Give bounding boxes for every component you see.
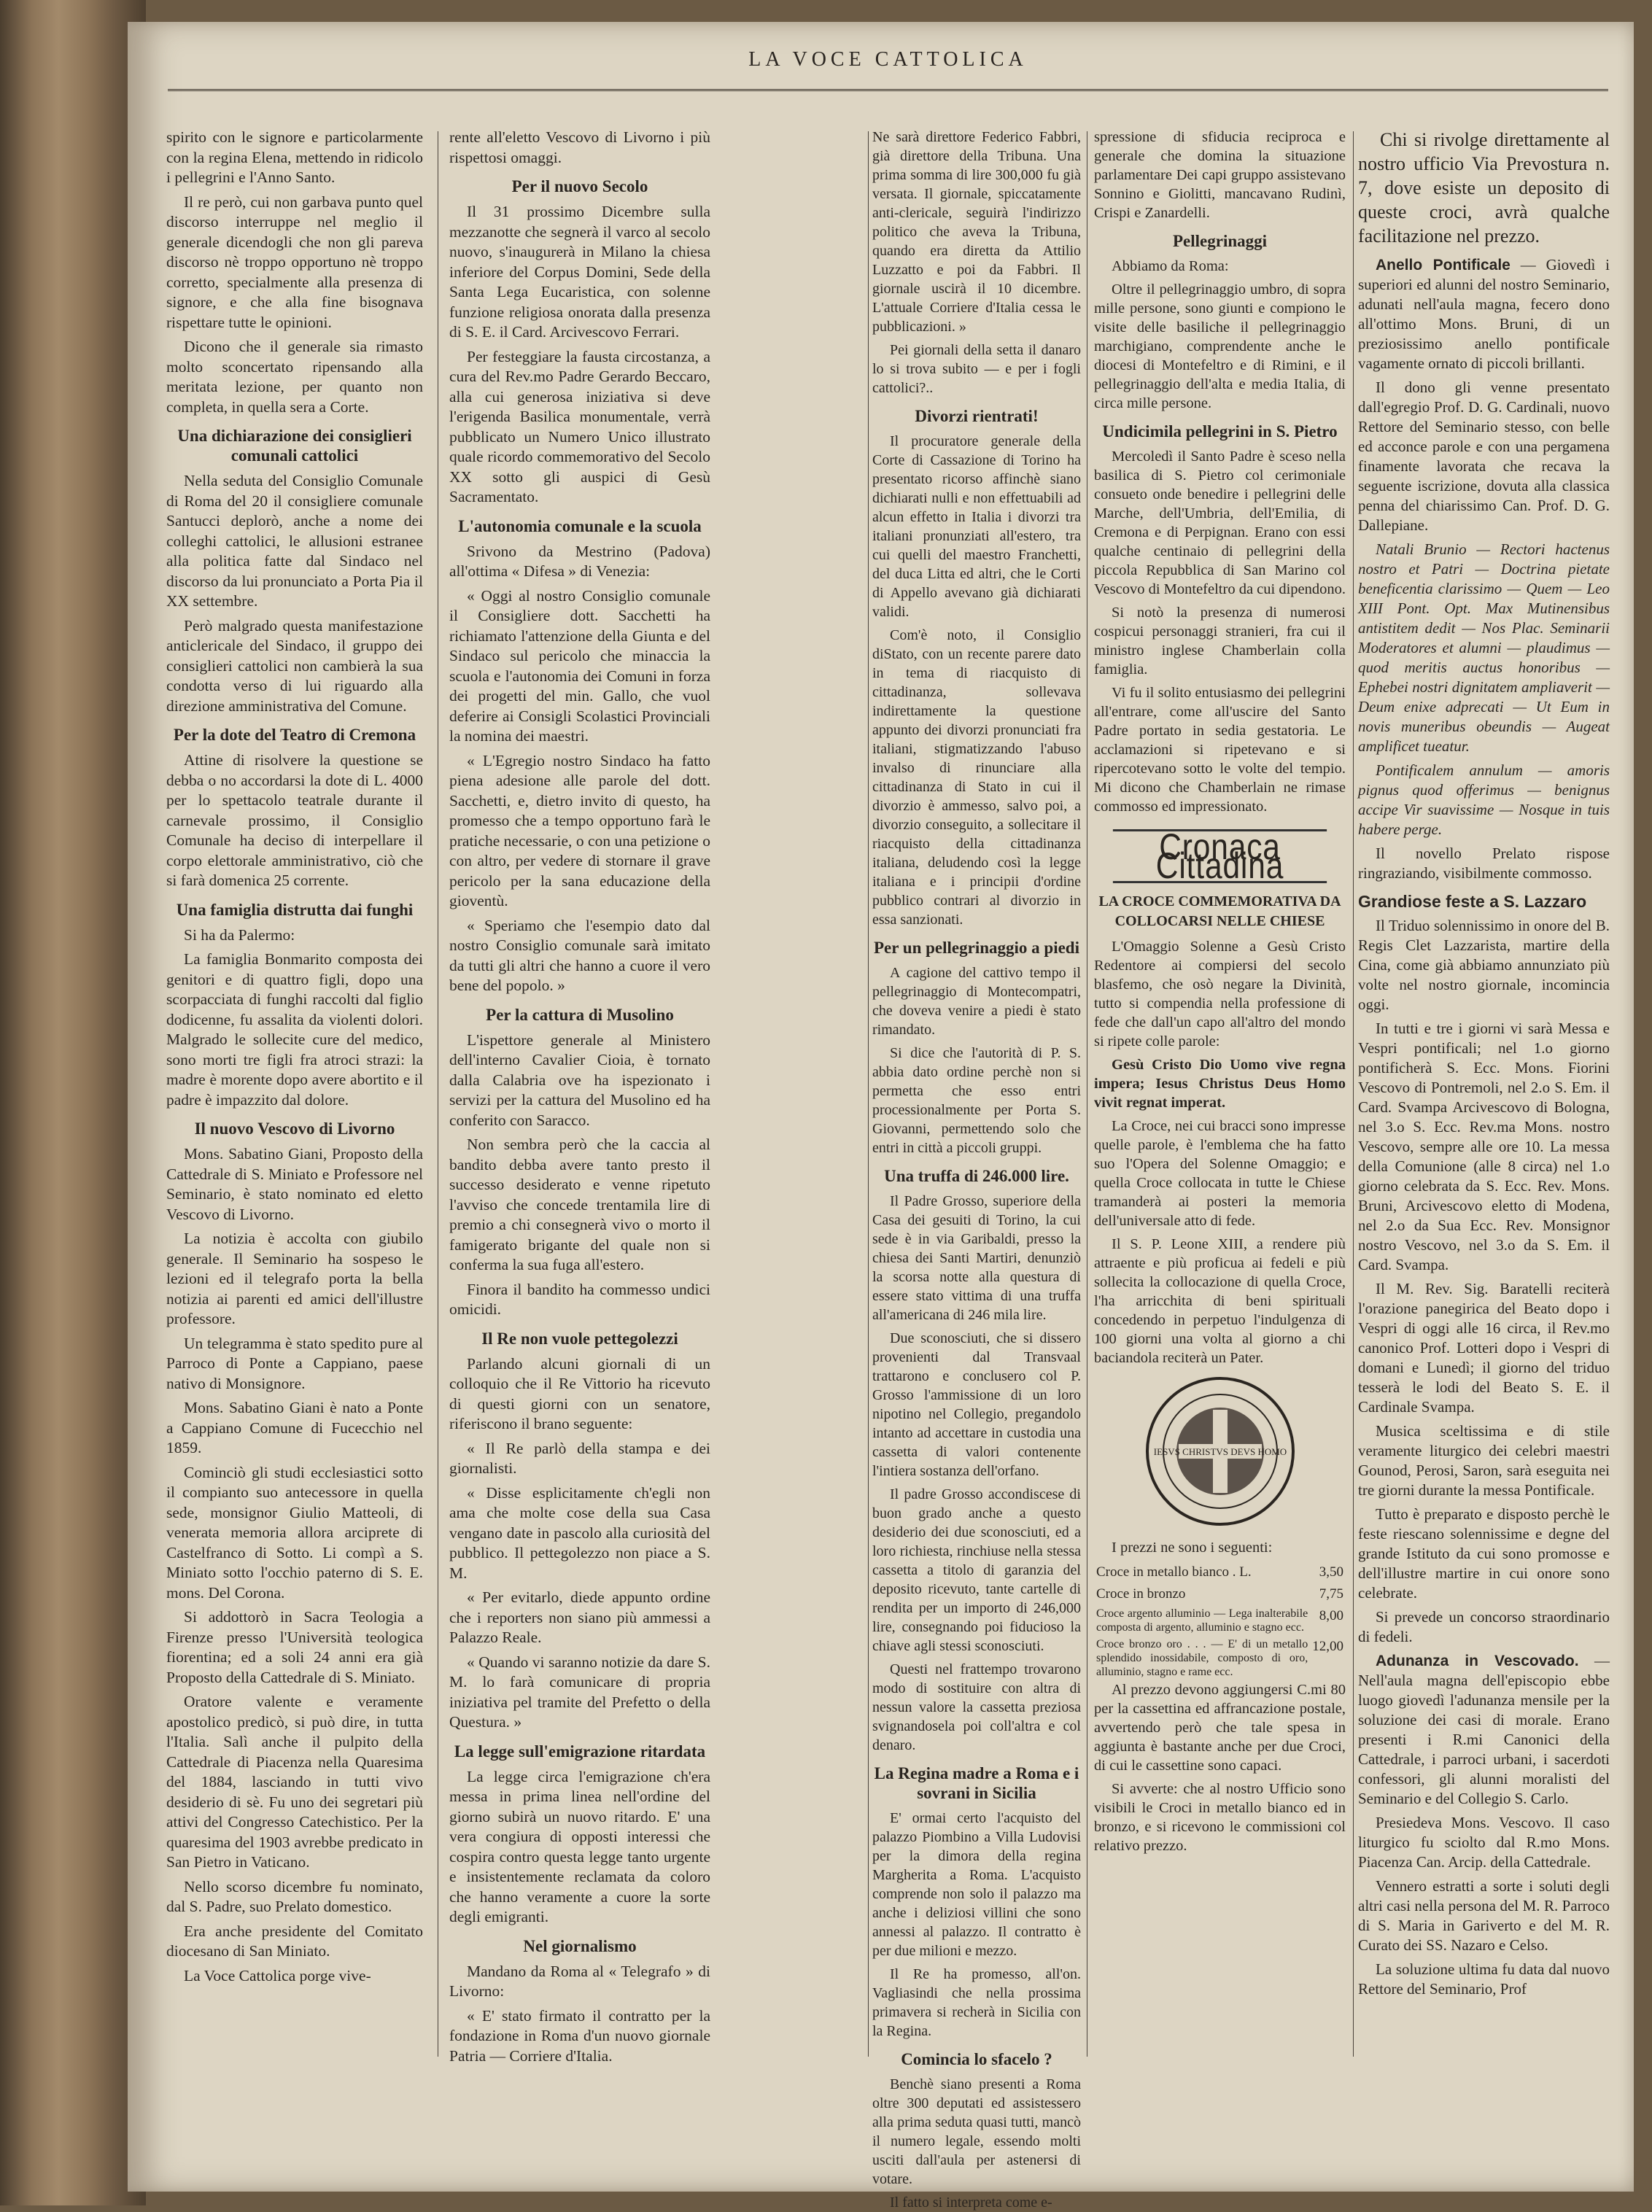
article-heading: Il Re non vuole pettegolezzi [481, 1329, 678, 1348]
article-paragraph: La famiglia Bonmarito composta dei genitori e di quattro figli, dopo una scorpacciata di funghi raccolti dal figlio dodicenne, fu assalita da violenti dolori. Malgrado le sollecite cure del medico, sono morti tre figli fra atroci strazi: la madre è morente dopo avere abortito e il padre è impazzito dal dolore. [166, 950, 423, 1109]
column-2 [449, 128, 710, 2065]
article-paragraph: Si ha da Palermo: [184, 925, 295, 944]
article-paragraph: « Per evitarlo, diede appunto ordine che i reporters non siano più ammessi a Palazzo Reale. [449, 1588, 710, 1646]
article-paragraph: Il Triduo solennissimo in onore del B. Regis Clet Lazzarista, martire della Cina, come già abbiamo annunziato più volte nel nostro giornale, incomincia oggi. [1358, 917, 1610, 1013]
seal-text: IESVS CHRISTVS DEVS HOMO [1153, 1446, 1287, 1457]
article-paragraph: « Oggi al nostro Consiglio comunale il Consigliere dott. Sacchetti ha richiamato l'attenzione della Giunta e del Sindaco sul pericolo che minaccia la scuola e l'autonomia dei Comuni in forza dei progetti del min. Gallo, che vuol deferire ai Consigli Scolastici Provinciali la nomina dei maestri. [449, 586, 710, 745]
article-paragraph: « Speriamo che l'esempio dato dal nostro Consiglio comunale sarà imitato da tutti gli altri che hanno a cuore il vero bene del popolo. » [449, 916, 710, 994]
article-heading: Adunanza in Vescovado. [1376, 1653, 1579, 1669]
article-heading: Una truffa di 246.000 lire. [884, 1167, 1069, 1185]
article-paragraph: Presiedeva Mons. Vescovo. Il caso liturgico fu sciolto dal R.mo Mons. Piacenza Can. Arcip. della Cattedrale. [1358, 1814, 1610, 1871]
article-paragraph: La soluzione ultima fu data dal nuovo Rettore del Seminario, Prof [1358, 1960, 1610, 1998]
article-paragraph: Mercoledì il Santo Padre è sceso nella basilica di S. Pietro col cerimoniale consueto onde benedire i pellegrini delle Marche, dell'Umbria, dell'Emilia, di Cremona e di Perpignan. Erano con essi qualche centinaio di pellegrini della piccola Repubblica di San Marino col Vescovo di Montefeltro da cui dipendono. [1094, 449, 1346, 597]
article-paragraph: Il S. P. Leone XIII, a rendere più attraente e più proficua ai fedeli e più sollecita la collocazione di quella Croce, l'ha arricchita di beni spirituali concedendo in perpetuo l'indulgenza di 100 giorni una volta al giorno a chi baciandola reciterà un Pater. [1094, 1236, 1346, 1366]
article-paragraph: L'ispettore generale al Ministero dell'interno Cavalier Cioia, è tornato dalla Calabria ove ha ispezionato i servizi per la cattura del Musolino ed ha conferito con Saracco. [449, 1031, 710, 1129]
cross-seal-icon [1144, 1375, 1297, 1528]
article-paragraph: « Disse esplicitamente ch'egli non ama che molte cose della sua Casa vengano date in pascolo alla curiosità del pubblico. Il pettegolezzo non piace a S. M. [449, 1483, 710, 1582]
article-paragraph: Pontificalem annulum — amoris pignus quod offerimus — benignus accipe Vir suavissime — Nosque in tuis habere perge. [1358, 761, 1610, 838]
article-paragraph: Attine di risolvere la questione se debba o no accordarsi la dote di L. 4000 per lo spettacolo teatrale durante il carnevale prossimo, il Consiglio Comunale ha deciso di interpellare il corpo elettorale amministrativo, ciò che si farà domenica 25 corrente. [166, 751, 423, 889]
article-paragraph: Il Re ha promesso, all'on. Vagliasindi che nella prossima primavera si recherà in Sicilia con la Regina. [872, 1966, 1081, 2039]
article-paragraph: Nella seduta del Consiglio Comunale di Roma del 20 il consigliere comunale Santucci deplorò, anche a nome dei colleghi cattolici, le allusioni estranee alla politica fatte dal Sindaco nel discorso da lui pronunciato a Porta Pia il XX settembre. [166, 472, 423, 610]
article-paragraph: Il re però, cui non garbava punto quel discorso interruppe nel meglio il generale dicendogli che non gli pareva discorso nè troppo opportuno nè troppo corretto, specialmente alla presenza di signore, e che alla fine bisognava rispettare tutte le opinioni. [166, 193, 423, 331]
article-paragraph: « E' stato firmato il contratto per la fondazione in Roma d'un nuovo giornale Patria — Corriere d'Italia. [449, 2006, 710, 2065]
article-heading: Nel giornalismo [523, 1936, 637, 1955]
column-rule [1353, 131, 1354, 2057]
article-paragraph: L'Omaggio Solenne a Gesù Cristo Redentore ai compiersi del secolo blasfemo, che osò negare la Divinità, tutto si compendia nella professione di fede che dall'un capo all'altro del mondo si ripete colle parole: [1094, 939, 1346, 1049]
price-label: Croce bronzo oro . . . — E' di un metallo splendido inossidabile, composto di oro, alluminio, stagno e rame ecc. [1096, 1638, 1308, 1678]
article-heading: Il nuovo Vescovo di Livorno [194, 1119, 395, 1138]
article-paragraph: Il dono gli venne presentato dall'egregio Prof. D. G. Cardinali, nuovo Rettore del Seminario stesso, con belle ed acconce parole e con una pergamena finamente lavorata che recava la seguente iscrizione, dovuta alla classica penna del chiarissimo Can. Prof. D. G. Dallepiane. [1358, 379, 1610, 534]
article-paragraph: Vennero estratti a sorte i soluti degli altri casi nella persona del M. R. Parroco di S. Maria in Gariverto e del M. R. Curato dei SS. Nazaro e Celso. [1358, 1877, 1610, 1954]
price-row [1094, 1605, 1346, 1636]
article-paragraph: Parlando alcuni giornali di un colloquio che il Re Vittorio ha ricevuto di questi giorni con un senatore, riferiscono il brano seguente: [449, 1354, 710, 1432]
article-paragraph: Era anche presidente del Comitato diocesano di San Miniato. [166, 1922, 423, 1960]
article-paragraph: Mons. Sabatino Giani, Proposto della Cattedrale di S. Miniato e Professore nel Seminario, è stato nominato ed eletto Vescovo di Livorno. [166, 1145, 423, 1223]
article-heading: Pellegrinaggi [1172, 232, 1268, 250]
article-paragraph: In tutti e tre i giorni vi sarà Messa e Vespri pontificali; nel 1.o giorno pontificherà S. Ecc. Mons. Fiorini Vescovo di Pontremoli, nel 2.o S. Em. il Card. Svampa Arcivescovo di Bologna, nel 3.o S. Ecc. Rev.ma Mons. nostro Vescovo, sempre alle ore 10. La messa della Comunione (alle 8 circa) nel 1.o giorno celebrata da S. Ecc. Rev. Mons. Bruni, Arcivescovo eletto di Modena, nel 2.o da Sua Ecc. Rev. Monsignor nostro Vescovo, nel 3.o da S. Em. il Card. Svampa. [1358, 1020, 1610, 1273]
article-paragraph: Cominciò gli studi ecclesiastici sotto il compianto suo antecessore in quella sede, monsignor Giulio Matteoli, di venerata memoria allora arciprete di Castelfranco di Sotto. Li compì a S. Miniato sotto l'occhio paterno di S. E. mons. Del Corona. [166, 1463, 423, 1602]
article-paragraph: Finora il bandito ha commesso undici omicidi. [449, 1280, 710, 1318]
article-paragraph: « Quando vi saranno notizie da dare S. M. lo farà comunicare di propria iniziativa pel tramite del Prefetto o della Questura. » [449, 1653, 710, 1731]
article-heading: LA CROCE COMMEMORATIVA DA COLLOCARSI NELLE CHIESE [1098, 893, 1341, 929]
article-paragraph: La Voce Cattolica porge vive- [184, 1966, 371, 1984]
article-paragraph: E' ormai certo l'acquisto del palazzo Piombino a Villa Ludovisi per la dimora della regina Margherita a Roma. L'acquisto comprende non solo il palazzo ma anche i deliziosi villini che sono annessi al palazzo. Il contratto è per due milioni e mezzo. [872, 1810, 1081, 1959]
article-paragraph: Si dice che l'autorità di P. S. abbia dato ordine perchè non si permetta che esso entri processionalmente per Porta S. Giovanni, permettendo solo che entri in città a piccoli gruppi. [872, 1045, 1081, 1156]
article-paragraph: Si avverte: che al nostro Ufficio sono visibili le Croci in metallo bianco ed in bronzo, e si ricevono le commissioni col relativo prezzo. [1094, 1781, 1346, 1854]
price-table [1094, 1561, 1346, 1680]
article-heading: Per la dote del Teatro di Cremona [173, 726, 416, 744]
article-paragraph: Pei giornali della setta il danaro lo si trova subito — e per i fogli cattolici?.. [872, 342, 1081, 396]
article-heading: Per il nuovo Secolo [511, 177, 648, 195]
article-heading: Una famiglia distrutta dai funghi [176, 900, 414, 919]
article-paragraph: Questi nel frattempo trovarono modo di sostituire con altra di nessun valore la cassetta preziosa svignandosela poi coll'altra e col denaro. [872, 1661, 1081, 1753]
article-paragraph: Si notò la presenza di numerosi cospicui personaggi stranieri, fra cui il ministro inglese Chamberlain colla famiglia. [1094, 605, 1346, 678]
column-rule [868, 131, 869, 2057]
article-paragraph: « L'Egregio nostro Sindaco ha fatto piena adesione alle parole del dott. Sacchetti, e, dietro invito di questo, ha promesso che a tempo opportuno farà le pratiche necessarie, o con una petizione o con altro, per vedere di stornare il grave pericolo per la sana educazione della gioventù. [449, 751, 710, 909]
article-heading: Grandiose feste a S. Lazzaro [1358, 892, 1587, 911]
article-paragraph: La notizia è accolta con giubilo generale. Il Seminario ha sospeso le lezioni ed il telegrafo porta la bella notizia ai parenti ed amici dell'illustre professore. [166, 1230, 423, 1327]
article-paragraph: Al prezzo devono aggiungersi C.mi 80 per la cassettina ed affrancazione postale, avvertendo però che tale spesa in aggiunta è bastante anche per due Croci, di cui le cassettine sono capaci. [1094, 1682, 1346, 1774]
article-paragraph: Oltre il pellegrinaggio umbro, di sopra mille persone, sono giunti e compiono le visite delle basiliche il pellegrinaggio marchigiano, comprendente anche le diocesi di Montefeltro e di Rimini, e il pellegrinaggio dell'alta e media Italia, di circa mille persone. [1094, 282, 1346, 411]
article-paragraph: Mons. Sabatino Giani è nato a Ponte a Cappiano Comune di Fucecchio nel 1859. [166, 1399, 423, 1456]
article-paragraph: Il procuratore generale della Corte di Cassazione di Torino ha presentato ricorso affinchè siano dichiarati nulli e non effettuabili ad alcun effetto in Italia i divorzi tra italiani pronunziati all'estero, tra cui quelli del maestro Franchetti, del duca Litta ed altri, che le Corti di Appello avevano già dichiarati validi. [872, 433, 1081, 620]
price-row [1094, 1636, 1346, 1680]
article-text: — Giovedì i superiori ed alunni del nostro Seminario, adunati nell'aula magna, fecero dono all'ottimo Mons. Bruni, di un preziosissimo anello pontificale vagamente ornato di piccoli brillanti. [1358, 256, 1610, 372]
article-paragraph: Nello scorso dicembre fu nominato, dal S. Padre, suo Prelato domestico. [166, 1877, 423, 1915]
page-header [168, 45, 1608, 91]
column-5 [1358, 128, 1610, 2053]
article-paragraph: Si addottorò in Sacra Teologia a Firenze presso l'Università teologica fiorentina; ed a soli 24 anni era già Proposto della Cattedrale di S. Miniato. [166, 1608, 423, 1686]
article-paragraph: Oratore valente e veramente apostolico predicò, si può dire, in tutta l'Italia. Salì anche il pulpito della Cattedrale di Piacenza nella Quaresima del 1884, lasciando in tutti vivo desiderio di sè. Fu uno dei segretari più attivi del Congresso Catechistico. Per la quaresima del 1903 avrebbe predicato in San Pietro in Vaticano. [166, 1693, 423, 1871]
article-paragraph: Abbiamo da Roma: [1112, 258, 1229, 274]
article-paragraph: Il novello Prelato rispose ringraziando, visibilmente commosso. [1358, 845, 1610, 882]
article-paragraph: Ne sarà direttore Federico Fabbri, già direttore della Tribuna. Una prima somma di lire 300,000 fu già versata. Il giornale, spiccatamente anti-clericale, seguirà l'indirizzo politico che aveva la Tribuna, quando era diretta da Attilio Luzzatto e poi da Fabbri. Il giornale uscirà il 10 dicembre. L'attuale Corriere d'Italia cessa le pubblicazioni. » [872, 129, 1081, 335]
article-paragraph: rente all'eletto Vescovo di Livorno i più rispettosi omaggi. [449, 128, 710, 166]
article-heading: Divorzi rientrati! [915, 407, 1039, 425]
article-paragraph: Due sconosciuti, che si dissero provenienti dal Transvaal trattarono e conclusero col P. Grosso l'ammissione di un loro nipotino nel Collegio, pregandolo intanto ad accettare in custodia una cassetta di valori contenente l'intiera sostanza dell'orfano. [872, 1330, 1081, 1479]
article-paragraph [1358, 1651, 1610, 1809]
article-paragraph: Però malgrado questa manifestazione anticlericale del Sindaco, il gruppo dei consiglieri cattolici non cambierà la sua condotta verso di lui riguardo alla direzione amministrativa del Comune. [166, 616, 423, 715]
article-paragraph: Il fatto si interpreta come e- [890, 2194, 1052, 2211]
article-heading: La legge sull'emigrazione ritardata [454, 1742, 706, 1761]
column-1 [166, 128, 423, 2053]
article-paragraph: Non sembra però che la caccia al bandito debba avere tanto presto il successo desiderato e venne ripetuto l'avviso che concede trentamila lire di premio a chi consegnerà vivo o morto il famigerato brigante del quale non si conferma la sua fuga all'estero. [449, 1136, 710, 1273]
article-paragraph: Per festeggiare la fausta circostanza, a cura del Rev.mo Padre Gerardo Beccaro, alla cui generosa iniziativa si deve l'erigenda Basilica monumentale, verrà pubblicato un Numero Unico illustrato quale ricordo commemorativo del Secolo XX sotto gli auspici di Gesù Sacramentato. [449, 347, 710, 505]
article-heading: Anello Pontificale [1376, 257, 1511, 273]
article-paragraph: La legge circa l'emigrazione ch'era messa in prima linea nell'ordine del giorno subirà un nuovo ritardo. E' una vera congiura di opposti interessi che cospira contro questa legge tanto urgente e insistentemente reclamata da coloro che hanno veramente a cuore la sorte degli emigranti. [449, 1767, 710, 1925]
price-label: Croce in bronzo [1096, 1586, 1186, 1602]
book-binding-edge [0, 0, 146, 2205]
article-paragraph: « Il Re parlò della stampa e dei giornalisti. [449, 1439, 710, 1477]
price-value: 7,75 [1319, 1586, 1343, 1602]
price-value: 12,00 [1312, 1639, 1343, 1654]
article-paragraph: Un telegramma è stato spedito pure al Parroco di Ponte a Cappiano, paese nativo di Monsignore. [166, 1334, 423, 1392]
section-title-cronaca: Cronaca Cittadina [1113, 829, 1327, 883]
article-heading: Comincia lo sfacelo ? [901, 2050, 1052, 2068]
article-text: — Nell'aula magna dell'episcopio ebbe luogo giovedì l'adunanza mensile per la soluzione dei casi di morale. Erano presenti i R.mi Canonici della Cattedrale, i parroci urbani, i sacerdoti confessori, gli alunni moralisti del Seminario e del Collegio S. Carlo. [1358, 1652, 1610, 1807]
article-paragraph: Il padre Grosso accondiscese di buon grado anche a questo desiderio dei due sconosciuti, ed a loro richiesta, rinchiuse nella stessa cassetta a titolo di garanzia del deposito ricevuto, tante cartelle di rendita per un importo di 246,000 lire, consegnando poi fiducioso la chiave agli stessi sconosciuti. [872, 1486, 1081, 1654]
article-paragraph: Srivono da Mestrino (Padova) all'ottima « Difesa » di Venezia: [449, 542, 710, 580]
masthead: LA VOCE CATTOLICA [748, 48, 1028, 71]
prices-intro: I prezzi ne sono i seguenti: [1112, 1540, 1273, 1556]
price-row [1094, 1561, 1346, 1583]
article-paragraph: Chi si rivolge direttamente al nostro ufficio Via Prevostura n. 7, dove esiste un deposito di queste croci, avrà qualche facilitazione nel prezzo. [1358, 129, 1610, 247]
article-heading: La Regina madre a Roma e i sovrani in Sicilia [874, 1764, 1079, 1802]
article-paragraph: Benchè siano presenti a Roma oltre 300 deputati ed assistessero alla prima seduta quasi tutti, mancò il numero legale, essendo molti usciti dall'aula per astenersi di votare. [872, 2076, 1081, 2187]
article-paragraph: Il Padre Grosso, superiore della Casa dei gesuiti di Torino, la cui sede è in via Garibaldi, presso la chiesa dei Santi Martiri, denunziò la scorsa notte alla questura di essere stato vittima di una truffa all'americana di 246 mila lire. [872, 1193, 1081, 1323]
article-heading: Per un pellegrinaggio a piedi [874, 939, 1079, 957]
price-value: 3,50 [1319, 1564, 1343, 1580]
price-label: Croce argento alluminio — Lega inalterabile composta di argento, alluminio e stagno ecc. [1096, 1607, 1308, 1634]
article-paragraph: Il M. Rev. Sig. Baratelli reciterà l'orazione panegirica del Beato dopo i Vespri di oggi alle 16 circa, il Rev.mo canonico Prof. Lotteri dopo i Vespri di domani e Lunedì; il giorno del triduo tesserà le lodi del Beato S. E. il Cardinale Svampa. [1358, 1280, 1610, 1416]
price-value: 8,00 [1319, 1608, 1343, 1623]
article-paragraph: A cagione del cattivo tempo il pellegrinaggio di Montecompatri, che doveva venire a piedi è stato rimandato. [872, 965, 1081, 1038]
article-paragraph: Musica sceltissima e di stile veramente liturgico dei celebri maestri Gounod, Perosi, Saron, sarà eseguita nei tre giorni durante la messa Pontificale. [1358, 1422, 1610, 1499]
article-paragraph: spirito con le signore e particolarmente con la regina Elena, mettendo in ridicolo i pellegrini e l'Anno Santo. [166, 128, 423, 186]
article-paragraph: Tutto è preparato e disposto perchè le feste riescano solennissime e degne del grande Istituto da cui sono promosse e dell'illustre martire in cui onore sono celebrate. [1358, 1505, 1610, 1602]
article-heading: Per la cattura di Musolino [486, 1005, 674, 1024]
price-label: Croce in metallo bianco . L. [1096, 1564, 1252, 1580]
article-paragraph: Natali Brunio — Rectori hactenus nostro et Patri — Doctrina pietate beneficentia clarissimo — Quem — Leo XIII Pont. Opt. Max Mutinensibus antistitem dedit — Nos Plac. Seminarii Moderatores et alumni — plaudimus — quod meritis auctus honoribus — Ephebei nostri dignitatem ampliaverit — Deum enixe adprecati — Ut Eum in novis muneribus obeundis — Augeat amplificet tueatur. [1358, 540, 1610, 755]
article-paragraph: Dicono che il generale sia rimasto molto sconcertato ripensando alla meritata lezione, per quanto non completa, in quella sera a Corte. [166, 338, 423, 416]
article-paragraph: Com'è noto, il Consiglio diStato, con un recente parere dato in tema di riacquisto di cittadinanza, sollevava indirettamente la questione appunto dei divorzi pronunciati fra italiani, stigmatizzando l'abuso invalso di rinunciare alla cittadinanza di Stato in cui il divorzio è ammesso, salvo poi, a divorzio conseguito, a sollecitare il riacquisto della cittadinanza italiana, deludendo così la legge italiana e i principii d'ordine pubblico contrari al divorzio in essa sanzionati. [872, 627, 1081, 928]
price-row [1094, 1583, 1346, 1605]
article-paragraph: Gesù Cristo Dio Uomo vive regna impera; Iesus Christus Deus Homo vivit regnat imperat. [1094, 1057, 1346, 1111]
article-paragraph: Il 31 prossimo Dicembre sulla mezzanotte che segnerà il varco al secolo nuovo, s'inaugurerà in Milano la chiesa inferiore del Corpus Domini, Sede della Santa Lega Eucaristica, con solenne funzione religiosa onorata dalla presenza di S. E. il Card. Arcivescovo Ferrari. [449, 203, 710, 341]
article-paragraph: La Croce, nei cui bracci sono impresse quelle parole, è l'emblema che ha fatto suo l'Opera del Solenne Omaggio; e quella Croce collocata in tutte le Chiese tramanderà ai posteri la memoria dell'universale atto di fede. [1094, 1118, 1346, 1229]
column-4 [1094, 128, 1346, 2053]
column-3 [872, 128, 1081, 2211]
article-heading: Una dichiarazione dei consiglieri comunali cattolici [177, 427, 412, 465]
article-paragraph: Vi fu il solito entusiasmo dei pellegrini all'entrare, come all'uscire del Santo Padre portato in sedia gestatoria. Le acclamazioni si ripetevano e si ripercotevano sotto le volte del tempio. Mi dicono che Chamberlain ne rimase commosso ed impressionato. [1094, 685, 1346, 815]
article-heading: L'autonomia comunale e la scuola [458, 516, 702, 535]
article-paragraph [1358, 255, 1610, 373]
article-paragraph: spressione di sfiducia reciproca e generale che domina la situazione parlamentare Dei capi gruppo assistevano Sonnino e Giolitti, mancavano Rudinì, Crispi e Zanardelli. [1094, 129, 1346, 221]
commemorative-cross-seal [1144, 1375, 1297, 1528]
article-paragraph: Si prevede un concorso straordinario di fedeli. [1358, 1608, 1610, 1645]
article-paragraph: Mandano da Roma al « Telegrafo » di Livorno: [449, 1962, 710, 2000]
article-heading: Undicimila pellegrini in S. Pietro [1102, 422, 1338, 441]
